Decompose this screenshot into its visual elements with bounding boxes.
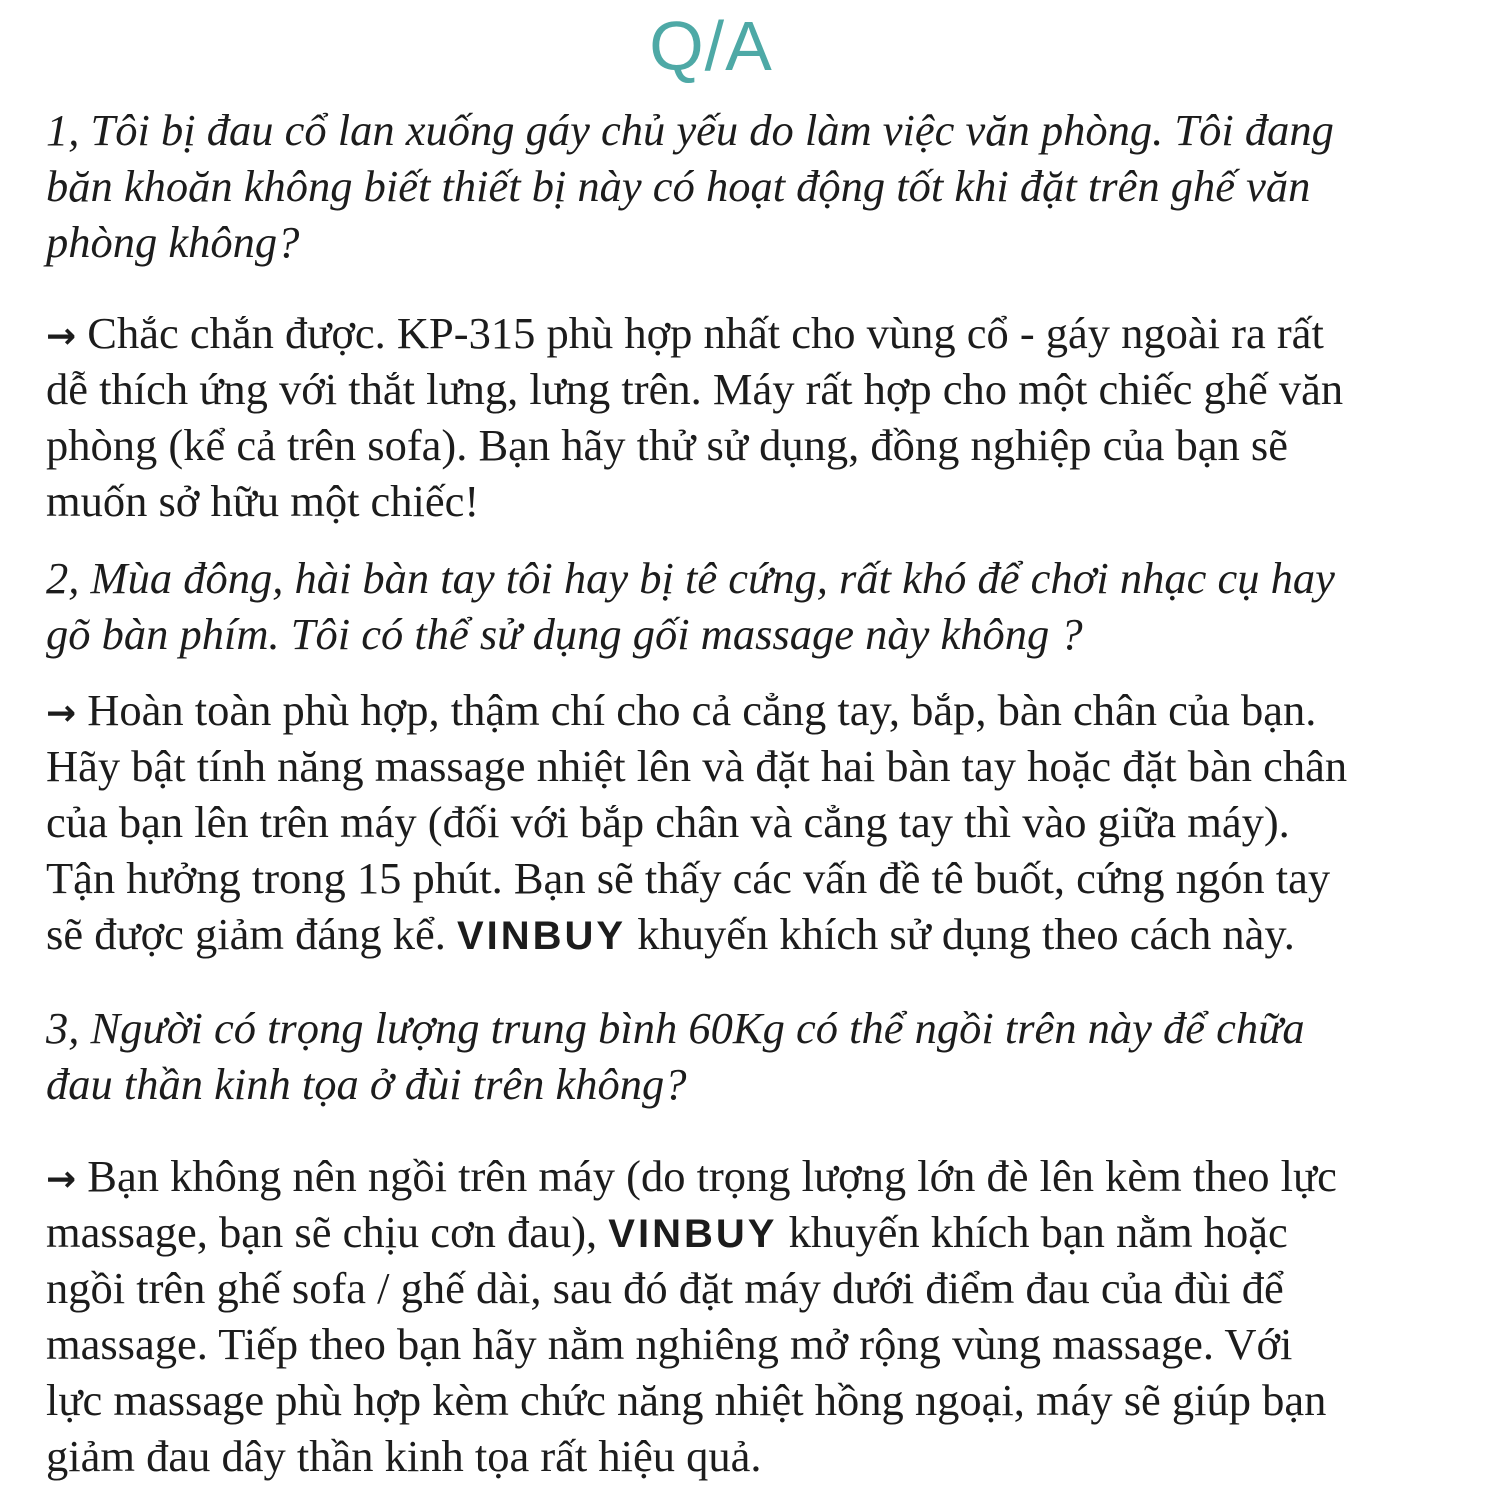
question-line: phòng không? (46, 217, 300, 267)
answer-text: Bạn không nên ngồi trên máy (do trọng lượng lớn đè lên kèm theo lực (76, 1151, 1337, 1201)
page-title: Q/A (649, 7, 773, 85)
answer-text: khuyến khích bạn nằm hoặc (777, 1207, 1288, 1257)
question-line: gõ bàn phím. Tôi có thể sử dụng gối massage này không ? (46, 609, 1083, 659)
answer-text: Hoàn toàn phù hợp, thậm chí cho cả cẳng tay, bắp, bàn chân của bạn. (76, 685, 1317, 735)
answer-line: lực massage phù hợp kèm chức năng nhiệt hồng ngoại, máy sẽ giúp bạn (46, 1375, 1327, 1425)
answer-line: giảm đau dây thần kinh tọa rất hiệu quả. (46, 1431, 762, 1481)
answer-line: của bạn lên trên máy (đối với bắp chân và cẳng tay thì vào giữa máy). (46, 797, 1290, 847)
answer-line (46, 682, 1476, 738)
answer-line: muốn sở hữu một chiếc! (46, 476, 480, 526)
arrow-right-icon: → (46, 316, 77, 357)
answer-line (46, 906, 1476, 962)
answer-line (46, 1148, 1476, 1204)
question-line: 1, Tôi bị đau cổ lan xuống gáy chủ yếu do làm việc văn phòng. Tôi đang (46, 105, 1334, 155)
question-2 (46, 550, 1476, 662)
answer-line: dễ thích ứng với thắt lưng, lưng trên. Máy rất hợp cho một chiếc ghế văn (46, 364, 1344, 414)
question-line: 2, Mùa đông, hài bàn tay tôi hay bị tê cứng, rất khó để chơi nhạc cụ hay (46, 553, 1335, 603)
answer-1 (46, 305, 1476, 529)
question-1 (46, 102, 1476, 270)
question-line: băn khoăn không biết thiết bị này có hoạt động tốt khi đặt trên ghế văn (46, 161, 1311, 211)
answer-text: massage, bạn sẽ chịu cơn đau), (46, 1207, 609, 1257)
question-line: đau thần kinh tọa ở đùi trên không? (46, 1059, 687, 1109)
answer-line: ngồi trên ghế sofa / ghế dài, sau đó đặt máy dưới điểm đau của đùi để (46, 1263, 1284, 1313)
answer-2 (46, 682, 1476, 962)
answer-line: massage. Tiếp theo bạn hãy nằm nghiêng mở rộng vùng massage. Với (46, 1319, 1293, 1369)
brand-name: VINBUY (608, 1212, 778, 1256)
answer-line: Hãy bật tính năng massage nhiệt lên và đặt hai bàn tay hoặc đặt bàn chân (46, 741, 1348, 791)
answer-text: Chắc chắn được. KP-315 phù hợp nhất cho vùng cổ - gáy ngoài ra rất (76, 308, 1324, 358)
answer-text: khuyến khích sử dụng theo cách này. (626, 909, 1295, 959)
answer-line (46, 305, 1476, 361)
question-line: 3, Người có trọng lượng trung bình 60Kg có thể ngồi trên này để chữa (46, 1003, 1305, 1053)
answer-line: phòng (kể cả trên sofa). Bạn hãy thử sử dụng, đồng nghiệp của bạn sẽ (46, 420, 1289, 470)
answer-line: Tận hưởng trong 15 phút. Bạn sẽ thấy các vấn đề tê buốt, cứng ngón tay (46, 853, 1331, 903)
brand-name: VINBUY (456, 914, 627, 958)
arrow-right-icon: → (46, 693, 77, 734)
answer-text: sẽ được giảm đáng kể. (46, 909, 457, 959)
arrow-right-icon: → (46, 1159, 77, 1200)
answer-3 (46, 1148, 1476, 1484)
question-3 (46, 1000, 1476, 1112)
answer-line (46, 1204, 1476, 1260)
